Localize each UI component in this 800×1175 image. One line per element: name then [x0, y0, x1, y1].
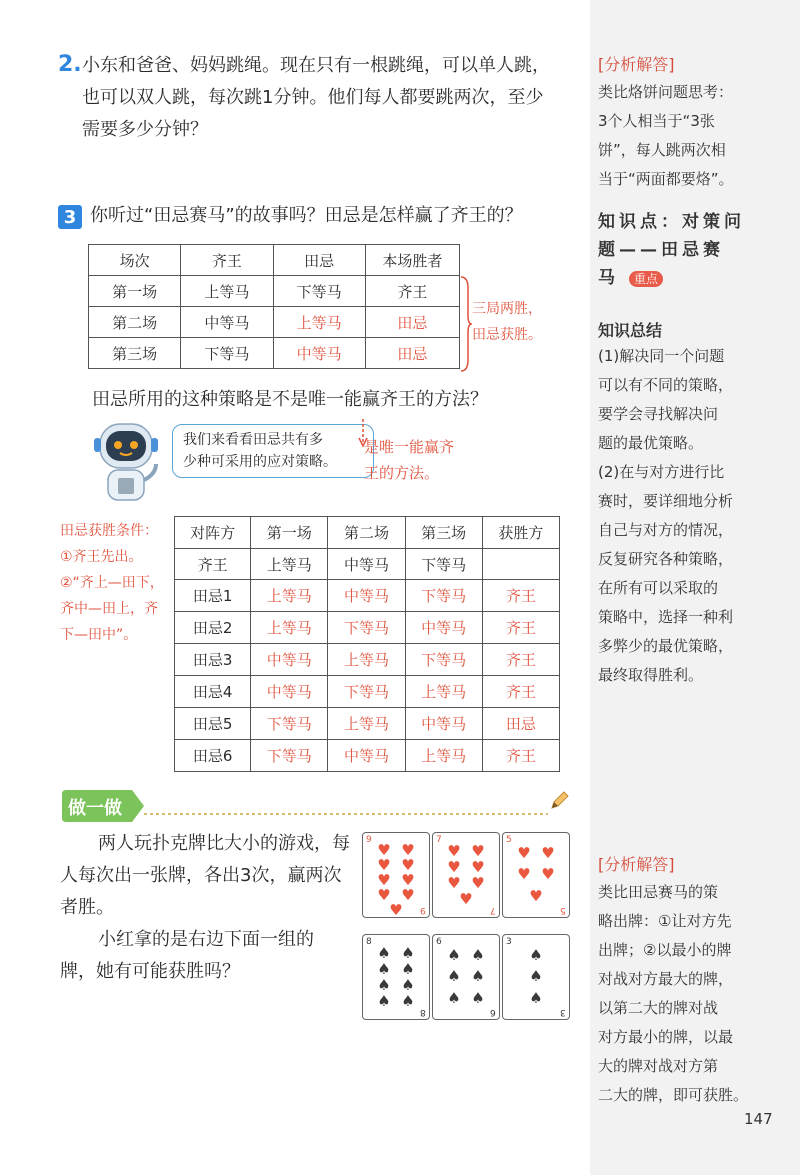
heart-icon: ♥ — [401, 841, 415, 859]
condition-line: ②“齐上—田下， — [60, 575, 164, 591]
heart-icon: ♥ — [377, 841, 391, 859]
table-cell: 下等马 — [273, 276, 365, 307]
table-cell: 齐王 — [482, 580, 559, 612]
summary-line: 要学会寻找解决问 — [598, 405, 719, 423]
activity-banner — [62, 790, 560, 822]
table-cell: 中等马 — [251, 644, 328, 676]
activity-line: 牌，她有可能获胜吗？ — [60, 961, 240, 982]
bubble-line: 我们来看看田忌共有多 — [183, 432, 323, 448]
spade-icon: ♠ — [529, 967, 543, 986]
activity-line: 人每次出一张牌，各出3次，赢两次 — [60, 865, 342, 886]
analysis-line: 类比烙饼问题思考： — [598, 83, 734, 101]
card-rank: 8 — [366, 937, 372, 947]
question-3-number: 3 — [58, 205, 82, 229]
heart-icon: ♥ — [389, 901, 403, 919]
heart-icon: ♥ — [377, 886, 391, 904]
question-2-text — [82, 50, 550, 146]
table-cell: 上等马 — [405, 740, 482, 772]
spade-icon: ♠ — [447, 967, 461, 986]
table-row — [175, 580, 560, 612]
analysis-line: 出牌；②以最小的牌 — [598, 941, 732, 959]
analysis-line: 对方最小的牌，以最 — [598, 1028, 734, 1046]
win-note-line: 三局两胜， — [472, 301, 542, 317]
table-cell: 第二场 — [89, 307, 181, 338]
table-cell: 田忌 — [365, 338, 459, 369]
table-row — [175, 549, 560, 580]
heart-icon: ♥ — [471, 873, 485, 892]
card-rank: 3 — [506, 937, 512, 947]
table-cell: 田忌1 — [175, 580, 251, 612]
card-rank: 6 — [490, 1007, 496, 1017]
match-table — [88, 244, 460, 369]
table-row — [175, 612, 560, 644]
table-row — [175, 740, 560, 772]
heart-icon: ♥ — [541, 844, 555, 863]
table-header-cell: 第三场 — [405, 517, 482, 549]
summary-line: 最终取得胜利。 — [598, 666, 704, 684]
table-cell: 中等马 — [181, 307, 273, 338]
answer-note-line: 是唯一能赢齐 — [364, 438, 455, 456]
spade-icon: ♠ — [471, 988, 485, 1007]
table-cell: 第三场 — [89, 338, 181, 369]
robot-icon — [86, 418, 166, 506]
table-header-row — [175, 517, 560, 549]
table-row — [175, 708, 560, 740]
table-cell: 齐王 — [365, 276, 459, 307]
heart-icon: ♥ — [447, 857, 461, 876]
analysis-text-1 — [598, 78, 734, 194]
table-cell: 田忌 — [482, 708, 559, 740]
spade-icon: ♠ — [529, 946, 543, 965]
playing-card — [432, 832, 500, 918]
win-conditions — [60, 518, 175, 648]
spade-icon: ♠ — [447, 946, 461, 965]
spade-icon: ♠ — [377, 975, 391, 994]
table-header-cell: 获胜方 — [482, 517, 559, 549]
table-header-cell: 田忌 — [273, 245, 365, 276]
card-rank: 7 — [490, 905, 496, 915]
table-cell: 中等马 — [328, 740, 405, 772]
win-note — [472, 296, 542, 348]
bracket-icon — [460, 276, 472, 372]
heart-icon: ♥ — [471, 841, 485, 860]
heart-icon: ♥ — [471, 857, 485, 876]
table-cell: 中等马 — [328, 549, 405, 580]
table-cell: 田忌4 — [175, 676, 251, 708]
table-cell: 下等马 — [251, 708, 328, 740]
table-cell: 上等马 — [251, 580, 328, 612]
knowledge-point-line: 马 — [598, 268, 619, 288]
table-cell — [482, 549, 559, 580]
speech-bubble — [172, 424, 374, 478]
table-cell: 下等马 — [328, 676, 405, 708]
answer-note-line: 王的方法。 — [364, 464, 440, 482]
win-note-line: 田忌获胜。 — [472, 327, 542, 343]
table-cell: 下等马 — [405, 644, 482, 676]
table-cell: 齐王 — [482, 644, 559, 676]
table-cell: 上等马 — [251, 549, 328, 580]
table-cell: 上等马 — [405, 676, 482, 708]
spade-icon: ♠ — [471, 946, 485, 965]
summary-line: 在所有可以采取的 — [598, 579, 719, 597]
table-cell: 上等马 — [273, 307, 365, 338]
spade-icon: ♠ — [377, 991, 391, 1010]
heart-icon: ♥ — [517, 865, 531, 884]
table-cell: 中等马 — [251, 676, 328, 708]
card-rank: 5 — [560, 905, 566, 915]
condition-line: 下—田中”。 — [60, 627, 138, 643]
playing-card — [432, 934, 500, 1020]
question-2-number: 2. — [58, 52, 82, 77]
table-cell: 田忌5 — [175, 708, 251, 740]
condition-line: 齐中—田上，齐 — [60, 601, 158, 617]
table-row — [89, 307, 460, 338]
analysis-title-1: [分析解答] — [598, 55, 675, 74]
activity-line: 者胜。 — [60, 897, 114, 918]
summary-line: 策略中，选择一种利 — [598, 608, 734, 626]
card-rank: 9 — [366, 835, 372, 845]
analysis-line: 略出牌：①让对方先 — [598, 912, 732, 930]
summary-line: 可以有不同的策略， — [598, 376, 734, 394]
analysis-line: 对战对方最大的牌， — [598, 970, 734, 988]
table-cell: 齐王 — [482, 740, 559, 772]
table-cell: 中等马 — [405, 612, 482, 644]
spade-icon: ♠ — [377, 959, 391, 978]
analysis-line: 饼”，每人跳两次相 — [598, 141, 726, 159]
playing-card — [502, 832, 570, 918]
table-row — [175, 644, 560, 676]
heart-icon: ♥ — [517, 844, 531, 863]
card-rank: 9 — [420, 905, 426, 915]
summary-line: 题的最优策略。 — [598, 434, 704, 452]
spade-icon: ♠ — [401, 975, 415, 994]
spade-icon: ♠ — [471, 967, 485, 986]
spade-icon: ♠ — [529, 988, 543, 1007]
summary-line: 反复研究各种策略， — [598, 550, 734, 568]
table-header-cell: 第一场 — [251, 517, 328, 549]
summary-line: 赛时，要详细地分析 — [598, 492, 734, 510]
playing-card — [502, 934, 570, 1020]
pencil-icon — [548, 790, 570, 812]
heart-icon: ♥ — [529, 886, 543, 905]
condition-line: ①齐王先出。 — [60, 549, 143, 565]
table-cell: 第一场 — [89, 276, 181, 307]
analysis-title-2: [分析解答] — [598, 855, 675, 874]
table-cell: 田忌6 — [175, 740, 251, 772]
knowledge-point — [598, 208, 745, 293]
spade-icon: ♠ — [401, 943, 415, 962]
summary-line: 多弊少的最优策略， — [598, 637, 734, 655]
card-rank: 8 — [420, 1007, 426, 1017]
answer-note — [364, 434, 454, 486]
table-header-cell: 第二场 — [328, 517, 405, 549]
table-cell: 上等马 — [251, 612, 328, 644]
table-cell: 上等马 — [181, 276, 273, 307]
table-header-cell: 本场胜者 — [365, 245, 459, 276]
card-rank: 6 — [436, 937, 442, 947]
heart-icon: ♥ — [447, 841, 461, 860]
table-cell: 中等马 — [328, 580, 405, 612]
table-cell: 田忌 — [365, 307, 459, 338]
analysis-line: 3个人相当于“3张 — [598, 112, 715, 130]
heart-icon: ♥ — [541, 865, 555, 884]
table-row — [89, 338, 460, 369]
condition-line: 田忌获胜条件： — [60, 523, 158, 539]
table-cell: 下等马 — [328, 612, 405, 644]
question-2-line: 小东和爸爸、妈妈跳绳。现在只有一根跳绳，可以单人跳， — [82, 55, 550, 76]
summary-line: (2)在与对方进行比 — [598, 463, 725, 481]
table-header-cell: 场次 — [89, 245, 181, 276]
summary-title: 知识总结 — [598, 321, 663, 340]
table-cell: 下等马 — [405, 549, 482, 580]
heart-icon: ♥ — [447, 873, 461, 892]
question-2-line: 需要多少分钟？ — [82, 119, 208, 140]
question-2-line: 也可以双人跳，每次跳1分钟。他们每人都要跳两次，至少 — [82, 87, 544, 108]
spade-icon: ♠ — [377, 943, 391, 962]
analysis-text-2 — [598, 878, 748, 1110]
summary-line: (1)解决同一个问题 — [598, 347, 725, 365]
summary-text — [598, 342, 733, 690]
table-cell: 上等马 — [328, 708, 405, 740]
analysis-line: 以第二大的牌对战 — [598, 999, 719, 1017]
heart-icon: ♥ — [377, 856, 391, 874]
activity-text — [60, 828, 360, 988]
table-row — [89, 276, 460, 307]
table-cell: 齐王 — [482, 612, 559, 644]
card-rank: 3 — [560, 1007, 566, 1017]
table-cell: 齐王 — [482, 676, 559, 708]
heart-icon: ♥ — [401, 886, 415, 904]
table-cell: 齐王 — [175, 549, 251, 580]
table-cell: 中等马 — [273, 338, 365, 369]
heart-icon: ♥ — [459, 889, 473, 908]
heart-icon: ♥ — [401, 871, 415, 889]
table-cell: 下等马 — [181, 338, 273, 369]
card-rank: 5 — [506, 835, 512, 845]
key-badge: 重点 — [629, 271, 663, 287]
table-cell: 上等马 — [328, 644, 405, 676]
table-header-row — [89, 245, 460, 276]
table-cell: 中等马 — [405, 708, 482, 740]
analysis-line: 二大的牌，即可获胜。 — [598, 1086, 749, 1104]
activity-line: 小红拿的是右边下面一组的 — [98, 929, 314, 950]
table-cell: 田忌2 — [175, 612, 251, 644]
card-rank: 7 — [436, 835, 442, 845]
playing-card — [362, 832, 430, 918]
analysis-line: 类比田忌赛马的策 — [598, 883, 719, 901]
table-cell: 下等马 — [251, 740, 328, 772]
page-number: 147 — [744, 1110, 773, 1128]
playing-card — [362, 934, 430, 1020]
question-3-text: 你听过“田忌赛马”的故事吗？田忌是怎样赢了齐王的？ — [90, 205, 523, 226]
spade-icon: ♠ — [401, 959, 415, 978]
table-header-cell: 齐王 — [181, 245, 273, 276]
bubble-line: 少种可采用的应对策略。 — [183, 454, 337, 470]
heart-icon: ♥ — [401, 856, 415, 874]
strategy-question: 田忌所用的这种策略是不是唯一能赢齐王的方法？ — [92, 389, 488, 410]
table-cell: 田忌3 — [175, 644, 251, 676]
summary-line: 自己与对方的情况， — [598, 521, 734, 539]
spade-icon: ♠ — [447, 988, 461, 1007]
spade-icon: ♠ — [401, 991, 415, 1010]
analysis-line: 当于“两面都要烙”。 — [598, 170, 734, 188]
knowledge-point-line: 题——田忌赛 — [598, 240, 724, 260]
activity-banner-label: 做一做 — [68, 798, 122, 819]
activity-line: 两人玩扑克牌比大小的游戏，每 — [98, 833, 350, 854]
table-header-cell: 对阵方 — [175, 517, 251, 549]
knowledge-point-line: 知识点：对策问 — [598, 212, 745, 232]
table-row — [175, 676, 560, 708]
heart-icon: ♥ — [377, 871, 391, 889]
table-cell: 下等马 — [405, 580, 482, 612]
analysis-line: 大的牌对战对方第 — [598, 1057, 719, 1075]
strategy-table — [174, 516, 560, 772]
